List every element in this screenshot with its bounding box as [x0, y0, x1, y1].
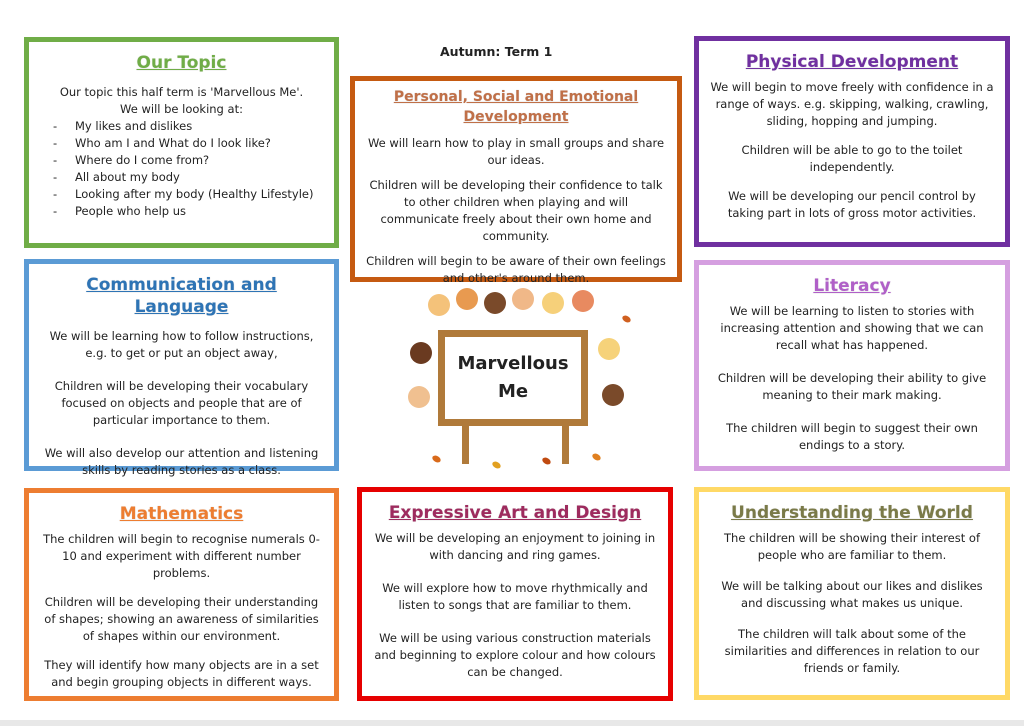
- physical-paragraph: Children will be able to go to the toilet independently.: [741, 143, 963, 174]
- maths-paragraph: Children will be developing their understanding of shapes; showing an awareness of similarities of shapes within our environment.: [44, 595, 319, 643]
- board-title-line1: Marvellous: [457, 353, 569, 374]
- literacy-paragraph: We will be learning to listen to stories with increasing attention and showing that we can recall what has happened.: [720, 304, 984, 352]
- leaf-icon: [491, 460, 502, 470]
- child-face-icon: [542, 292, 564, 314]
- leaf-icon: [431, 454, 442, 464]
- world-box: [694, 487, 1010, 700]
- psed-paragraph: We will learn how to play in small groups and share our ideas.: [367, 136, 665, 167]
- list-item: - Where do I come from?: [53, 152, 324, 169]
- expressive-paragraph: We will be using various construction materials and beginning to explore colour and how colours can be changed.: [374, 631, 656, 679]
- world-title: Understanding the World: [731, 503, 973, 523]
- child-face-icon: [428, 294, 450, 316]
- psed-paragraph: Children will be developing their confidence to talk to other children when playing and will communicate freely about their own home and community.: [369, 178, 663, 243]
- our-topic-intro-2: We will be looking at:: [120, 102, 243, 116]
- page-edge: [0, 720, 1024, 726]
- child-face-icon: [410, 342, 432, 364]
- literacy-title: Literacy: [813, 276, 891, 296]
- term-heading: Autumn: Term 1: [440, 44, 553, 59]
- list-item: - Who am I and What do I look like?: [53, 135, 324, 152]
- literacy-box: [694, 260, 1010, 471]
- expressive-paragraph: We will be developing an enjoyment to joining in with dancing and ring games.: [374, 531, 656, 562]
- marvellous-me-board: [438, 330, 588, 426]
- expressive-box: [357, 487, 673, 701]
- easel-leg: [462, 424, 469, 464]
- expressive-paragraph: We will explore how to move rhythmically and listen to songs that are familiar to them.: [382, 581, 648, 612]
- our-topic-intro: Our topic this half term is 'Marvellous Me'.: [59, 85, 304, 99]
- world-paragraph: The children will talk about some of the similarities and differences in relation to our friends or family.: [724, 627, 980, 675]
- child-face-icon: [484, 292, 506, 314]
- communication-box: [24, 259, 339, 477]
- child-face-icon: [598, 338, 620, 360]
- maths-paragraph: They will identify how many objects are in a set and begin grouping objects in different ways.: [44, 658, 319, 689]
- leaf-icon: [541, 456, 552, 466]
- psed-title: Personal, Social and Emotional Development: [393, 89, 639, 125]
- physical-paragraph: We will be developing our pencil control by taking part in lots of gross motor activities.: [727, 189, 977, 220]
- communication-paragraph: We will be learning how to follow instructions, e.g. to get or put an object away,: [49, 329, 314, 360]
- topic-list: [39, 118, 324, 220]
- communication-paragraph: We will also develop our attention and listening skills by reading stories as a class.: [44, 446, 319, 477]
- physical-paragraph: We will begin to move freely with confidence in a range of ways. e.g. skipping, walking, crawling, sliding, hopping and jumping.: [710, 80, 994, 128]
- list-item: - My likes and dislikes: [53, 118, 324, 135]
- child-face-icon: [408, 386, 430, 408]
- marvellous-me-illustration: [392, 286, 642, 472]
- easel-leg: [562, 424, 569, 464]
- list-item: - Looking after my body (Healthy Lifestyle): [53, 186, 324, 203]
- maths-title: Mathematics: [119, 504, 244, 524]
- literacy-paragraph: Children will be developing their ability to give meaning to their mark making.: [717, 371, 987, 402]
- world-paragraph: We will be talking about our likes and dislikes and discussing what makes us unique.: [721, 579, 983, 610]
- child-face-icon: [602, 384, 624, 406]
- physical-title: Physical Development: [745, 52, 959, 72]
- our-topic-title: Our Topic: [136, 53, 227, 73]
- communication-paragraph: Children will be developing their vocabulary focused on objects and people that are of particular importance to them.: [54, 379, 309, 427]
- literacy-paragraph: The children will begin to suggest their own endings to a story.: [726, 421, 978, 452]
- physical-box: [694, 36, 1010, 247]
- list-item: - People who help us: [53, 203, 324, 220]
- child-face-icon: [512, 288, 534, 310]
- leaf-icon: [621, 314, 632, 324]
- board-title-line2: Me: [497, 381, 529, 402]
- child-face-icon: [572, 290, 594, 312]
- communication-title: Communication and Language: [86, 275, 277, 317]
- list-item: - All about my body: [53, 169, 324, 186]
- psed-box: [350, 76, 682, 285]
- leaf-icon: [591, 452, 602, 462]
- world-paragraph: The children will be showing their interest of people who are familiar to them.: [724, 531, 980, 562]
- our-topic-box: [24, 37, 339, 248]
- psed-paragraph: Children will begin to be aware of their own feelings and other's around them.: [366, 254, 666, 285]
- maths-box: [24, 488, 339, 701]
- maths-paragraph: The children will begin to recognise numerals 0-10 and experiment with different number problems.: [43, 532, 320, 580]
- expressive-title: Expressive Art and Design: [388, 503, 642, 523]
- child-face-icon: [456, 288, 478, 310]
